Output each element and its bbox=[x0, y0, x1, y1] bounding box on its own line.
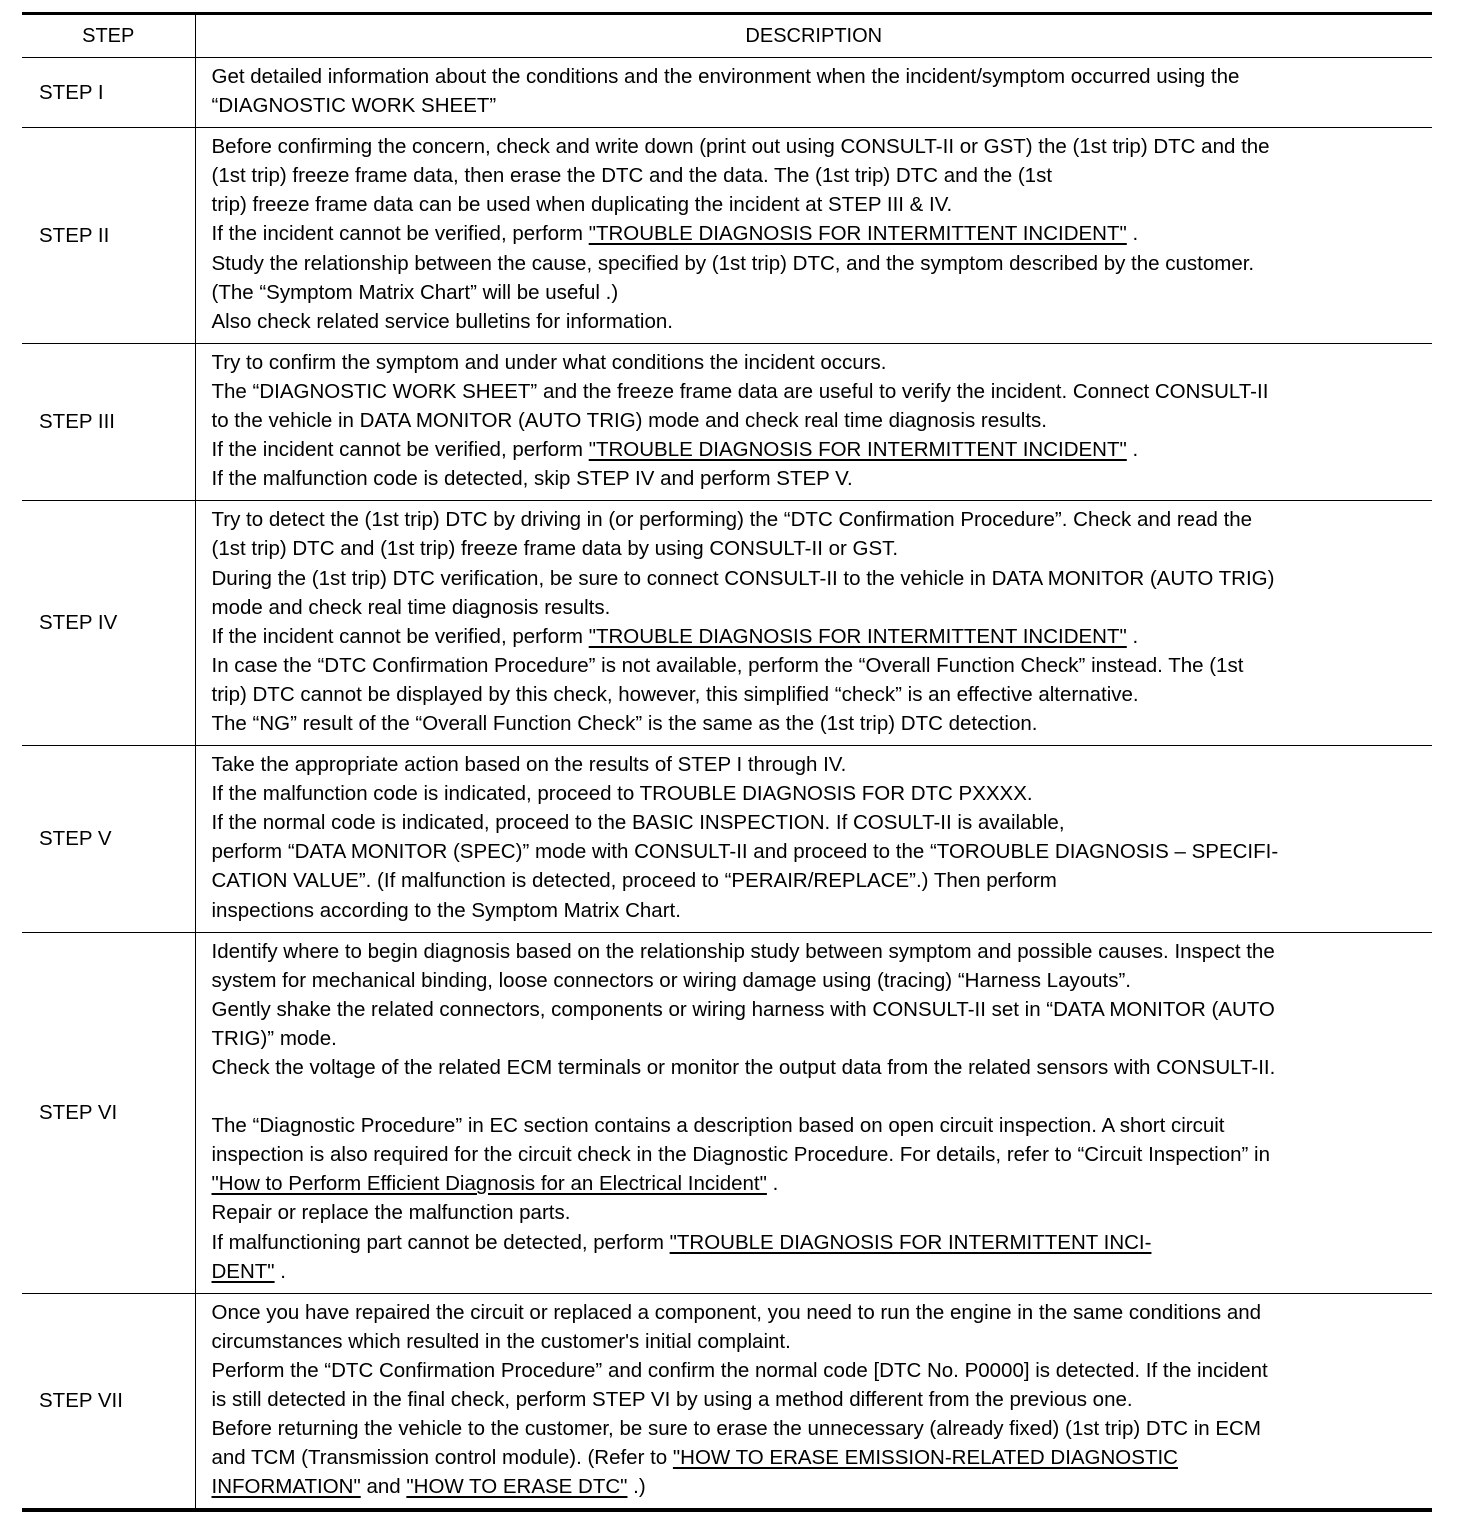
table-body bbox=[22, 58, 1432, 1511]
description-line bbox=[212, 1053, 1425, 1082]
reference-link[interactable]: DENT" bbox=[211, 1259, 275, 1283]
description-line bbox=[212, 966, 1425, 995]
description-text: system for mechanical binding, loose connectors or wiring damage using (tracing) “Harness Layouts”. bbox=[211, 968, 1132, 992]
reference-link[interactable]: "TROUBLE DIAGNOSIS FOR INTERMITTENT INCIDENT" bbox=[588, 438, 1127, 462]
step-label: STEP III bbox=[22, 343, 195, 500]
description-text: . bbox=[766, 1172, 779, 1196]
description-text: trip) DTC cannot be displayed by this check, however, this simplified “check” is an effective alternative. bbox=[211, 682, 1139, 706]
description-text: trip) freeze frame data can be used when duplicating the incident at STEP III & IV. bbox=[211, 193, 953, 217]
table-row bbox=[22, 1293, 1432, 1510]
description-line bbox=[212, 505, 1425, 534]
description-line bbox=[212, 1169, 1425, 1198]
description-text: Once you have repaired the circuit or replaced a component, you need to run the engine in the same conditions and bbox=[211, 1300, 1262, 1324]
description-line bbox=[212, 622, 1425, 651]
diagnosis-steps-table bbox=[22, 12, 1432, 1512]
table-row bbox=[22, 746, 1432, 933]
description-line bbox=[212, 1140, 1425, 1169]
step-label: STEP I bbox=[22, 58, 195, 128]
description-text: to the vehicle in DATA MONITOR (AUTO TRIG) mode and check real time diagnosis results. bbox=[211, 409, 1047, 433]
description-text: circumstances which resulted in the customer's initial complaint. bbox=[211, 1329, 791, 1353]
description-text: Get detailed information about the conditions and the environment when the incident/symptom occurred using the bbox=[211, 65, 1240, 88]
description-text: Perform the “DTC Confirmation Procedure” and confirm the normal code [DTC No. P0000] is detected. If the incident bbox=[211, 1358, 1268, 1382]
description-text: The “NG” result of the “Overall Function Check” is the same as the (1st trip) DTC detection. bbox=[211, 711, 1038, 735]
description-line bbox=[212, 377, 1425, 406]
description-line bbox=[212, 278, 1425, 307]
table-row bbox=[22, 501, 1432, 746]
description-line bbox=[212, 995, 1425, 1024]
description-text: Repair or replace the malfunction parts. bbox=[211, 1201, 571, 1225]
description-text: Check the voltage of the related ECM terminals or monitor the output data from the related sensors with CONSULT-II. bbox=[211, 1056, 1276, 1079]
description-text: Identify where to begin diagnosis based on the relationship study between symptom and possible causes. Inspect the bbox=[211, 939, 1275, 963]
description-line bbox=[212, 564, 1425, 593]
description-line bbox=[212, 709, 1425, 738]
description-text: If the malfunction code is indicated, proceed to TROUBLE DIAGNOSIS FOR DTC PXXXX. bbox=[211, 782, 1033, 806]
description-text: If the incident cannot be verified, perform bbox=[211, 624, 589, 648]
description-line bbox=[212, 750, 1425, 779]
description-line bbox=[212, 534, 1425, 563]
blank-line bbox=[212, 1082, 1425, 1111]
description-text: CATION VALUE”. (If malfunction is detected, proceed to “PERAIR/REPLACE”.) Then perform bbox=[211, 869, 1057, 893]
description-line bbox=[212, 219, 1425, 248]
description-line bbox=[212, 808, 1425, 837]
description-line bbox=[212, 1024, 1425, 1053]
description-text: . bbox=[1126, 438, 1139, 462]
step-column-header: STEP bbox=[22, 14, 195, 58]
description-text: If the incident cannot be verified, perform bbox=[211, 222, 589, 246]
description-text: The “Diagnostic Procedure” in EC section contains a description based on open circuit inspection. A short circuit bbox=[211, 1114, 1225, 1138]
description-line bbox=[212, 593, 1425, 622]
step-label: STEP VII bbox=[22, 1293, 195, 1510]
description-text: (The “Symptom Matrix Chart” will be useful .) bbox=[211, 280, 619, 304]
reference-link[interactable]: "HOW TO ERASE EMISSION-RELATED DIAGNOSTIC bbox=[672, 1446, 1178, 1470]
description-line bbox=[212, 161, 1425, 190]
description-text: During the (1st trip) DTC verification, be sure to connect CONSULT-II to the vehicle in DATA MONITOR (AUTO TRIG) bbox=[211, 566, 1275, 590]
description-text: Before confirming the concern, check and write down (print out using CONSULT-II or GST) the (1st trip) DTC and the bbox=[211, 135, 1270, 159]
description-line bbox=[212, 1327, 1425, 1356]
step-description bbox=[195, 501, 1432, 746]
reference-link[interactable]: "How to Perform Efficient Diagnosis for an Electrical Incident" bbox=[211, 1172, 767, 1196]
description-line bbox=[212, 406, 1425, 435]
description-text: If the normal code is indicated, proceed to the BASIC INSPECTION. If COSULT-II is available, bbox=[211, 811, 1065, 835]
description-text: . bbox=[1126, 624, 1139, 648]
description-text: (1st trip) DTC and (1st trip) freeze frame data by using CONSULT-II or GST. bbox=[211, 537, 899, 561]
description-text: TRIG)” mode. bbox=[211, 1026, 337, 1050]
description-line bbox=[212, 866, 1425, 895]
step-description bbox=[195, 932, 1432, 1293]
description-text: The “DIAGNOSTIC WORK SHEET” and the freeze frame data are useful to verify the incident. Connect CONSULT-II bbox=[211, 379, 1269, 403]
step-description bbox=[195, 58, 1432, 128]
description-text: . bbox=[274, 1259, 286, 1283]
step-description bbox=[195, 128, 1432, 344]
description-text: Try to detect the (1st trip) DTC by driving in (or performing) the “DTC Confirmation Procedure”. Check and read the bbox=[211, 508, 1253, 532]
step-label: STEP IV bbox=[22, 501, 195, 746]
description-text: Also check related service bulletins for information. bbox=[211, 309, 673, 333]
description-text: is still detected in the final check, perform STEP VI by using a method different from the previous one. bbox=[211, 1388, 1133, 1412]
step-description bbox=[195, 1293, 1432, 1510]
description-line bbox=[212, 91, 1425, 120]
description-text: perform “DATA MONITOR (SPEC)” mode with CONSULT-II and proceed to the “TOROUBLE DIAGNOSIS – SPECIFI- bbox=[211, 840, 1279, 864]
description-line bbox=[212, 62, 1425, 91]
description-line bbox=[212, 132, 1425, 161]
table-row bbox=[22, 343, 1432, 500]
reference-link[interactable]: "TROUBLE DIAGNOSIS FOR INTERMITTENT INCIDENT" bbox=[588, 222, 1127, 246]
description-text: mode and check real time diagnosis results. bbox=[211, 595, 611, 619]
description-text: inspection is also required for the circuit check in the Diagnostic Procedure. For details, refer to “Circuit Inspection” in bbox=[211, 1143, 1271, 1167]
description-line bbox=[212, 779, 1425, 808]
description-line bbox=[212, 1443, 1425, 1472]
description-column-header: DESCRIPTION bbox=[195, 14, 1432, 58]
description-text: . bbox=[1126, 222, 1139, 246]
description-line bbox=[212, 651, 1425, 680]
reference-link[interactable]: "TROUBLE DIAGNOSIS FOR INTERMITTENT INCI- bbox=[669, 1230, 1152, 1254]
description-line bbox=[212, 1414, 1425, 1443]
step-description bbox=[195, 343, 1432, 500]
description-text: inspections according to the Symptom Matrix Chart. bbox=[211, 898, 681, 922]
description-text: If malfunctioning part cannot be detected, perform bbox=[211, 1230, 670, 1254]
reference-link[interactable]: "TROUBLE DIAGNOSIS FOR INTERMITTENT INCIDENT" bbox=[588, 624, 1127, 648]
description-text: (1st trip) freeze frame data, then erase the DTC and the data. The (1st trip) DTC and the (1st bbox=[211, 164, 1053, 188]
description-text: Take the appropriate action based on the results of STEP I through IV. bbox=[211, 753, 847, 777]
table-row bbox=[22, 128, 1432, 344]
description-text: and TCM (Transmission control module). (Refer to bbox=[211, 1446, 673, 1470]
description-text: If the incident cannot be verified, perform bbox=[211, 438, 589, 462]
description-line bbox=[212, 1472, 1425, 1501]
description-line bbox=[212, 896, 1425, 925]
step-label: STEP II bbox=[22, 128, 195, 344]
description-text: .) bbox=[627, 1475, 646, 1499]
description-text: In case the “DTC Confirmation Procedure” is not available, perform the “Overall Function Check” instead. The (1st bbox=[211, 653, 1244, 677]
description-text: Study the relationship between the cause, specified by (1st trip) DTC, and the symptom described by the customer. bbox=[211, 251, 1255, 275]
description-line bbox=[212, 1111, 1425, 1140]
description-text: Try to confirm the symptom and under what conditions the incident occurs. bbox=[211, 350, 887, 374]
description-line bbox=[212, 348, 1425, 377]
description-line bbox=[212, 1257, 1425, 1286]
description-line bbox=[212, 307, 1425, 336]
description-text: and bbox=[360, 1475, 407, 1499]
step-label: STEP V bbox=[22, 746, 195, 933]
table-header-row bbox=[22, 14, 1432, 58]
step-label: STEP VI bbox=[22, 932, 195, 1293]
description-line bbox=[212, 1198, 1425, 1227]
description-line bbox=[212, 190, 1425, 219]
description-line bbox=[212, 435, 1425, 464]
step-description bbox=[195, 746, 1432, 933]
description-text: “DIAGNOSTIC WORK SHEET” bbox=[211, 94, 497, 118]
description-line bbox=[212, 1356, 1425, 1385]
reference-link[interactable]: "HOW TO ERASE DTC" bbox=[406, 1475, 628, 1499]
description-line bbox=[212, 1385, 1425, 1414]
description-line bbox=[212, 249, 1425, 278]
description-text: Gently shake the related connectors, components or wiring harness with CONSULT-II set in “DATA MONITOR (AUTO bbox=[211, 997, 1275, 1021]
description-text: Before returning the vehicle to the customer, be sure to erase the unnecessary (already fixed) (1st trip) DTC in ECM bbox=[211, 1417, 1261, 1441]
description-line bbox=[212, 464, 1425, 493]
table-row bbox=[22, 932, 1432, 1293]
description-line bbox=[212, 1298, 1425, 1327]
reference-link[interactable]: INFORMATION" bbox=[211, 1475, 361, 1499]
description-line bbox=[212, 1228, 1425, 1257]
description-line bbox=[212, 937, 1425, 966]
description-line bbox=[212, 680, 1425, 709]
description-line bbox=[212, 837, 1425, 866]
description-text: If the malfunction code is detected, skip STEP IV and perform STEP V. bbox=[211, 467, 853, 491]
table-row bbox=[22, 58, 1432, 128]
